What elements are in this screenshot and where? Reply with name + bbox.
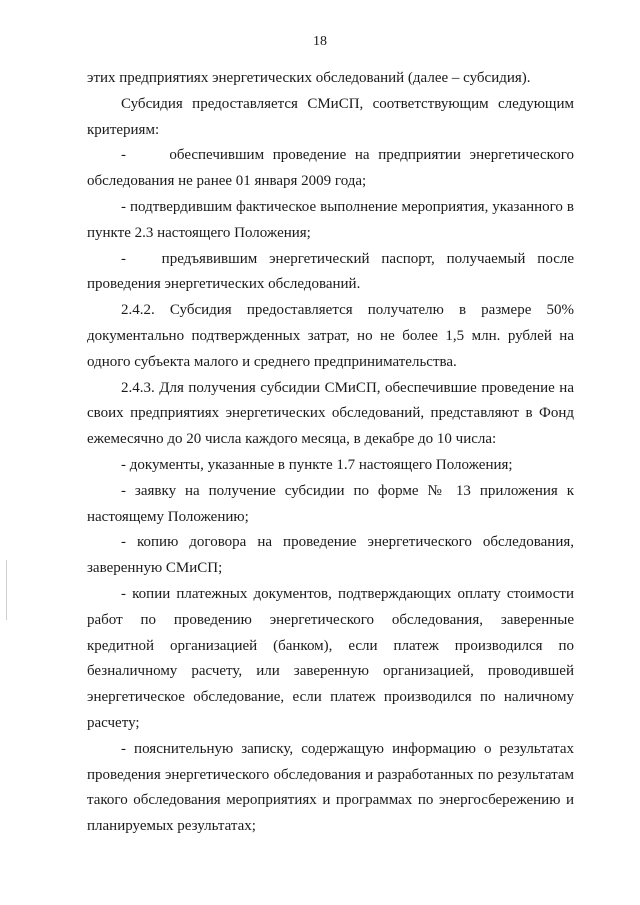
scan-edge-mark — [6, 560, 7, 620]
list-item-documents: - документы, указанные в пункте 1.7 настоящего Положения; — [121, 456, 513, 473]
paragraph-clause-2-4-3: 2.4.3. Для получения субсидии СМиСП, обеспечившие проведение на своих предприятиях энергетических обследований, представляют в Фонд ежемесячно до 20 числа каждого месяца, в декабре до 10 числа: — [87, 379, 574, 448]
paragraph-subsidy-definition: этих предприятиях энергетических обследований (далее – субсидия). — [87, 70, 531, 86]
page-number: 18 — [313, 34, 327, 49]
list-item-payment-docs: - копии платежных документов, подтверждающих оплату стоимости работ по проведению энергетического обследования, заверенные кредитной организацией (банком), если платеж производился по безналичному расчету, или заверенную организацией, проводившей энергетическое обследование, если платеж производился по наличному расчету; — [87, 585, 574, 731]
list-item-criterion-1: - обеспечившим проведение на предприятии энергетического обследования не ранее 01 января 2009 года; — [87, 147, 574, 190]
list-item-explanatory-note: - пояснительную записку, содержащую информацию о результатах проведения энергетического обследования и разработанных по результатам такого обследования мероприятиях и программах по энергосбережению и планируемых результатах; — [87, 740, 574, 835]
list-item-application: - заявку на получение субсидии по форме № 13 приложения к настоящему Положению; — [87, 482, 574, 525]
paragraph-criteria-intro: Субсидия предоставляется СМиСП, соответствующим следующим критериям: — [87, 95, 574, 138]
document-body — [87, 66, 574, 840]
list-item-criterion-2: - подтвердившим фактическое выполнение мероприятия, указанного в пункте 2.3 настоящего Положения; — [87, 198, 574, 241]
list-item-criterion-3: - предъявившим энергетический паспорт, получаемый после проведения энергетических обследований. — [87, 250, 574, 293]
paragraph-clause-2-4-2: 2.4.2. Субсидия предоставляется получателю в размере 50% документально подтвержденных затрат, но не более 1,5 млн. рублей на одного субъекта малого и среднего предпринимательства. — [87, 302, 574, 370]
list-item-contract-copy: - копию договора на проведение энергетического обследования, заверенную СМиСП; — [87, 534, 574, 577]
